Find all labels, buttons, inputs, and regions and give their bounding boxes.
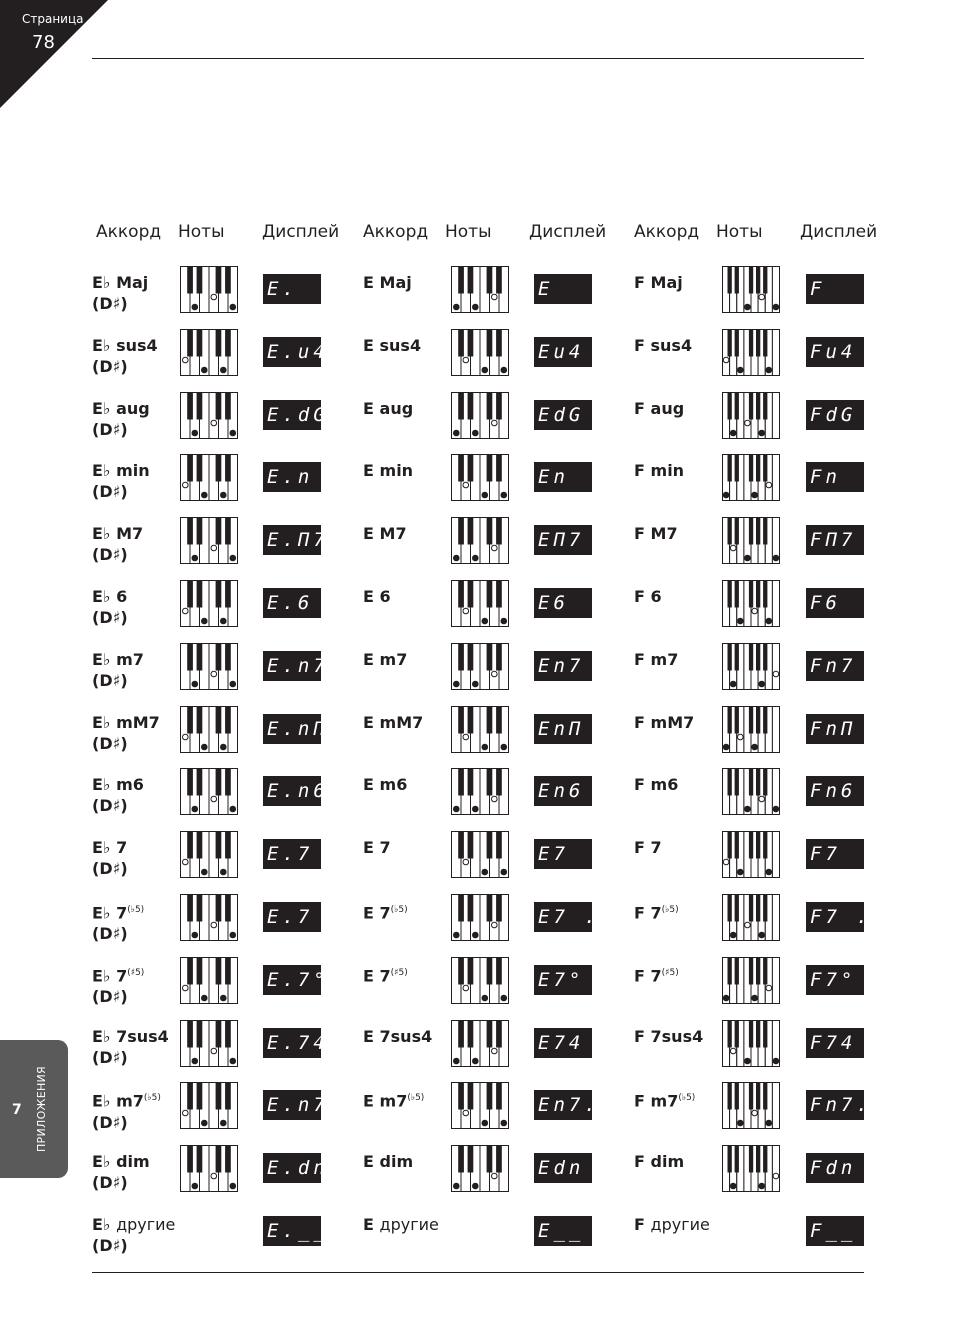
led-display: Fn6 [806,776,864,806]
led-display: E.dG [263,400,321,430]
keyboard-diagram [180,894,238,942]
chord-root: E♭ [92,524,111,544]
keyboard-diagram [722,643,780,691]
led-display: F7 . [806,902,864,932]
led-display: E__ [534,1216,592,1246]
chord-type: m7 [116,1091,144,1111]
chord-root: E♭ [92,649,111,669]
chord-root: E [363,1152,374,1172]
keyboard-diagram [722,266,780,314]
chord-enharmonic: (D♯) [92,1112,128,1132]
keyboard-diagram [451,1020,509,1068]
chord-type: другие [116,1215,176,1234]
chapter-number: 7 [12,1102,22,1118]
keyboard-diagram [451,329,509,377]
chord-name [92,1026,169,1068]
chord-root: F [634,524,645,544]
led-display: E7 . [534,902,592,932]
led-display: E.n [263,462,321,492]
led-display: E.n6 [263,776,321,806]
chord-root: E♭ [92,1026,111,1046]
chord-enharmonic: (D♯) [92,987,128,1007]
chord-root: E♭ [92,335,111,355]
chord-type: 7 [116,838,128,858]
chord-root: E [363,587,374,606]
chord-enharmonic: (D♯) [92,859,128,879]
led-display: E.П7 [263,525,321,555]
led-display: Fn7 [806,651,864,681]
led-display: F7 [806,839,864,869]
chord-name [634,335,692,356]
chord-superscript: (♭5) [661,905,679,915]
chord-name [363,335,421,356]
chord-root: E [363,712,374,732]
led-display: EdG [534,400,592,430]
chord-name [634,712,694,733]
chord-name [634,649,678,670]
chord-name [363,1088,424,1111]
chord-name [92,398,150,440]
led-display: E.7 . [263,902,321,932]
keyboard-diagram [180,392,238,440]
chord-superscript: (♯5) [390,967,408,978]
chord-enharmonic: (D♯) [92,733,128,753]
keyboard-diagram [722,1145,780,1193]
chord-name [363,460,413,481]
led-display: E. [263,274,321,304]
chord-name [92,1151,150,1193]
chord-type: 6 [379,587,391,606]
header-notes: Ноты [445,222,492,242]
chord-root: E [363,838,374,858]
chord-root: E♭ [92,398,111,418]
chord-type: sus4 [650,335,693,355]
led-display: En7. [534,1090,592,1120]
chord-name [363,523,407,544]
chord-type: 7 [116,903,128,923]
chord-name [92,774,144,816]
led-display: En7 [534,651,592,681]
led-display: E.7° [263,965,321,995]
chord-root: E♭ [92,461,111,481]
led-display: E.u4 [263,337,321,367]
led-display: F7° [806,965,864,995]
chord-name [363,272,412,293]
chord-type: 7sus4 [116,1026,169,1046]
led-display: E.__ [263,1216,321,1246]
chord-name [92,649,144,691]
chord-enharmonic: (D♯) [92,1047,128,1067]
keyboard-diagram [180,329,238,377]
top-rule [92,58,864,59]
chord-type: 6 [116,587,128,606]
keyboard-diagram [180,831,238,879]
chord-type: 7 [650,903,662,923]
chord-name [634,900,679,923]
chord-root: E [363,398,374,418]
chord-root: E♭ [92,1152,111,1172]
chord-root: F [634,649,645,669]
header-display: Дисплей [262,222,340,242]
led-display: E.dn [263,1153,321,1183]
keyboard-diagram [451,580,509,628]
led-display: Edn [534,1153,592,1183]
chord-enharmonic: (D♯) [92,356,128,376]
keyboard-diagram [180,706,238,754]
chord-type: dim [379,1152,414,1172]
chord-type: Maj [379,273,412,292]
keyboard-diagram [180,1082,238,1130]
chord-name [634,398,684,419]
chord-name [92,1214,175,1256]
chord-enharmonic: (D♯) [92,1236,128,1255]
chord-root: E♭ [92,1215,111,1234]
chord-root: F [634,838,645,858]
chord-type: 7 [379,838,391,858]
led-display: FnП [806,714,864,744]
keyboard-diagram [722,894,780,942]
keyboard-diagram [451,706,509,754]
header-notes: Ноты [716,222,763,242]
led-display: E.74 [263,1028,321,1058]
led-display: E.6 [263,588,321,618]
header-display: Дисплей [800,222,878,242]
header-chord: Аккорд [363,222,429,242]
led-display: En6 [534,776,592,806]
chord-type: m7 [650,1091,679,1111]
chord-superscript: (♭5) [678,1093,696,1104]
chord-root: E [363,966,374,986]
led-display: Fn [806,462,864,492]
chord-root: F [634,1215,645,1234]
chord-name [634,1151,684,1172]
keyboard-diagram [722,768,780,816]
led-display: EП7 [534,525,592,555]
keyboard-diagram [722,329,780,377]
keyboard-diagram [722,831,780,879]
chord-root: E♭ [92,966,111,986]
led-display: F__ [806,1216,864,1246]
chord-name [634,1214,710,1235]
chapter-title: ПРИЛОЖЕНИЯ [35,1066,48,1153]
chord-enharmonic: (D♯) [92,294,128,313]
chord-name [363,963,408,986]
chord-name [92,586,128,628]
chord-superscript: (♭5) [143,1093,161,1104]
led-display: Fn7. [806,1090,864,1120]
chord-enharmonic: (D♯) [92,482,128,502]
chord-type: mM7 [650,712,695,732]
chord-name [92,837,128,879]
led-display: E7 [534,839,592,869]
chord-type: 7 [650,966,662,986]
led-display: E.n7. [263,1090,321,1120]
page-label: Страница [22,12,84,26]
header-chord: Аккорд [634,222,700,242]
keyboard-diagram [180,517,238,565]
chord-type: m7 [379,1091,408,1111]
led-display: Fdn [806,1153,864,1183]
led-display: FП7 [806,525,864,555]
chord-name [634,1026,703,1047]
led-display: F [806,274,864,304]
keyboard-diagram [180,454,238,502]
chord-root: E [363,1215,374,1234]
chord-root: F [634,903,645,923]
chord-type: aug [379,398,414,418]
chord-enharmonic: (D♯) [92,924,128,944]
chord-enharmonic: (D♯) [92,796,128,816]
chord-type: m7 [116,649,144,669]
chord-root: F [634,273,645,292]
chord-name [634,774,678,795]
chord-root: E [363,903,374,923]
keyboard-diagram [722,1020,780,1068]
chord-name [634,523,678,544]
chord-root: E♭ [92,838,111,858]
led-display: F6 [806,588,864,618]
keyboard-diagram [451,643,509,691]
chord-enharmonic: (D♯) [92,608,128,627]
keyboard-diagram [451,957,509,1005]
keyboard-diagram [180,768,238,816]
chord-root: F [634,1091,645,1111]
chord-root: E [363,335,374,355]
chord-name [363,712,423,733]
chord-type: dim [650,1152,685,1172]
chord-root: F [634,335,645,355]
chord-root: E♭ [92,1091,111,1111]
chord-name [92,460,150,502]
chapter-tab [0,1040,68,1178]
chord-root: E♭ [92,775,111,795]
chord-superscript: (♭5) [407,1093,425,1104]
led-display: E.7 [263,839,321,869]
keyboard-diagram [451,517,509,565]
chord-type: 7 [379,966,391,986]
chord-name [634,272,683,293]
chord-root: E [363,1026,374,1046]
chord-superscript: (♯5) [127,967,145,978]
chord-root: F [634,712,645,732]
chord-enharmonic: (D♯) [92,1173,128,1193]
led-display: En [534,462,592,492]
keyboard-diagram [451,266,509,314]
chord-type: 7sus4 [379,1026,433,1046]
chord-root: F [634,775,645,795]
keyboard-diagram [722,517,780,565]
keyboard-diagram [722,957,780,1005]
led-display: E.nП [263,714,321,744]
chord-type: sus4 [116,335,158,355]
chord-type: другие [379,1215,439,1234]
keyboard-diagram [451,894,509,942]
chord-type: M7 [379,524,407,544]
chord-superscript: (♭5) [127,905,145,915]
header-notes: Ноты [178,222,225,242]
chord-type: 7 [116,966,128,986]
led-display: E6 [534,588,592,618]
keyboard-diagram [180,957,238,1005]
chord-root: E♭ [92,587,111,606]
chord-root: E [363,775,374,795]
chord-enharmonic: (D♯) [92,545,128,565]
chord-name [634,586,662,607]
chord-root: E [363,1091,374,1111]
keyboard-diagram [451,1145,509,1193]
chord-enharmonic: (D♯) [92,670,128,690]
chord-type: M7 [650,524,678,544]
led-display: E.n7 [263,651,321,681]
chord-type: m7 [650,649,679,669]
page-number: 78 [32,32,55,53]
chord-type: mM7 [379,712,424,732]
keyboard-diagram [451,454,509,502]
chord-root: E [363,273,374,292]
chord-root: E [363,461,374,481]
chord-type: min [650,461,685,481]
keyboard-diagram [451,831,509,879]
chord-type: aug [650,398,685,418]
chord-name [92,523,143,565]
chord-name [92,335,158,377]
chord-name [363,1151,413,1172]
chord-root: E♭ [92,712,111,732]
led-display: E [534,274,592,304]
chord-root: E♭ [92,273,111,292]
chord-name [363,586,391,607]
chord-root: F [634,587,645,606]
chord-name [634,963,679,986]
chord-name [363,398,413,419]
keyboard-diagram [180,643,238,691]
keyboard-diagram [722,454,780,502]
chord-type: m6 [116,775,144,795]
chord-root: F [634,461,645,481]
chord-name [363,837,391,858]
header-display: Дисплей [529,222,607,242]
led-display: EnП [534,714,592,744]
keyboard-diagram [180,1020,238,1068]
keyboard-diagram [722,1082,780,1130]
keyboard-diagram [722,580,780,628]
chord-name [92,900,144,944]
chord-name [363,774,407,795]
chord-name [92,712,160,754]
chord-name [92,272,148,314]
chord-root: F [634,966,645,986]
chord-root: F [634,1026,645,1046]
chord-root: E [363,524,374,544]
chord-name [363,649,407,670]
chord-type: 6 [650,587,662,606]
chord-type: m7 [379,649,408,669]
chord-name [634,837,662,858]
chord-root: F [634,398,645,418]
chord-root: F [634,1152,645,1172]
chord-superscript: (♭5) [390,905,408,915]
led-display: Fu4 [806,337,864,367]
chord-type: Maj [116,273,149,292]
chord-name [92,1088,161,1132]
keyboard-diagram [180,580,238,628]
chord-type: M7 [116,524,144,544]
keyboard-diagram [451,392,509,440]
keyboard-diagram [451,1082,509,1130]
chord-root: E♭ [92,903,111,923]
keyboard-diagram [722,706,780,754]
led-display: F74 [806,1028,864,1058]
chord-root: E [363,649,374,669]
chord-name [363,1214,439,1235]
keyboard-diagram [180,1145,238,1193]
chord-type: aug [116,398,150,418]
chord-type: m6 [379,775,408,795]
chord-name [363,1026,432,1047]
chord-type: min [116,461,150,481]
keyboard-diagram [722,392,780,440]
chord-type: 7sus4 [650,1026,704,1046]
chord-type: 7 [650,838,662,858]
chord-type: другие [650,1215,710,1234]
chord-name [634,1088,695,1111]
chord-enharmonic: (D♯) [92,419,128,439]
chord-name [634,460,684,481]
chord-type: sus4 [379,335,422,355]
header-chord: Аккорд [96,222,162,242]
led-display: E7° [534,965,592,995]
led-display: Eu4 [534,337,592,367]
keyboard-diagram [451,768,509,816]
chord-type: m6 [650,775,679,795]
led-display: FdG [806,400,864,430]
chord-name [363,900,408,923]
bottom-rule [92,1272,864,1273]
led-display: E74 [534,1028,592,1058]
keyboard-diagram [180,266,238,314]
chord-type: mM7 [116,712,160,732]
chord-type: dim [116,1152,150,1172]
chord-type: min [379,461,414,481]
chord-name [92,963,144,1007]
chord-type: Maj [650,273,683,292]
chord-superscript: (♯5) [661,967,679,978]
chord-type: 7 [379,903,391,923]
